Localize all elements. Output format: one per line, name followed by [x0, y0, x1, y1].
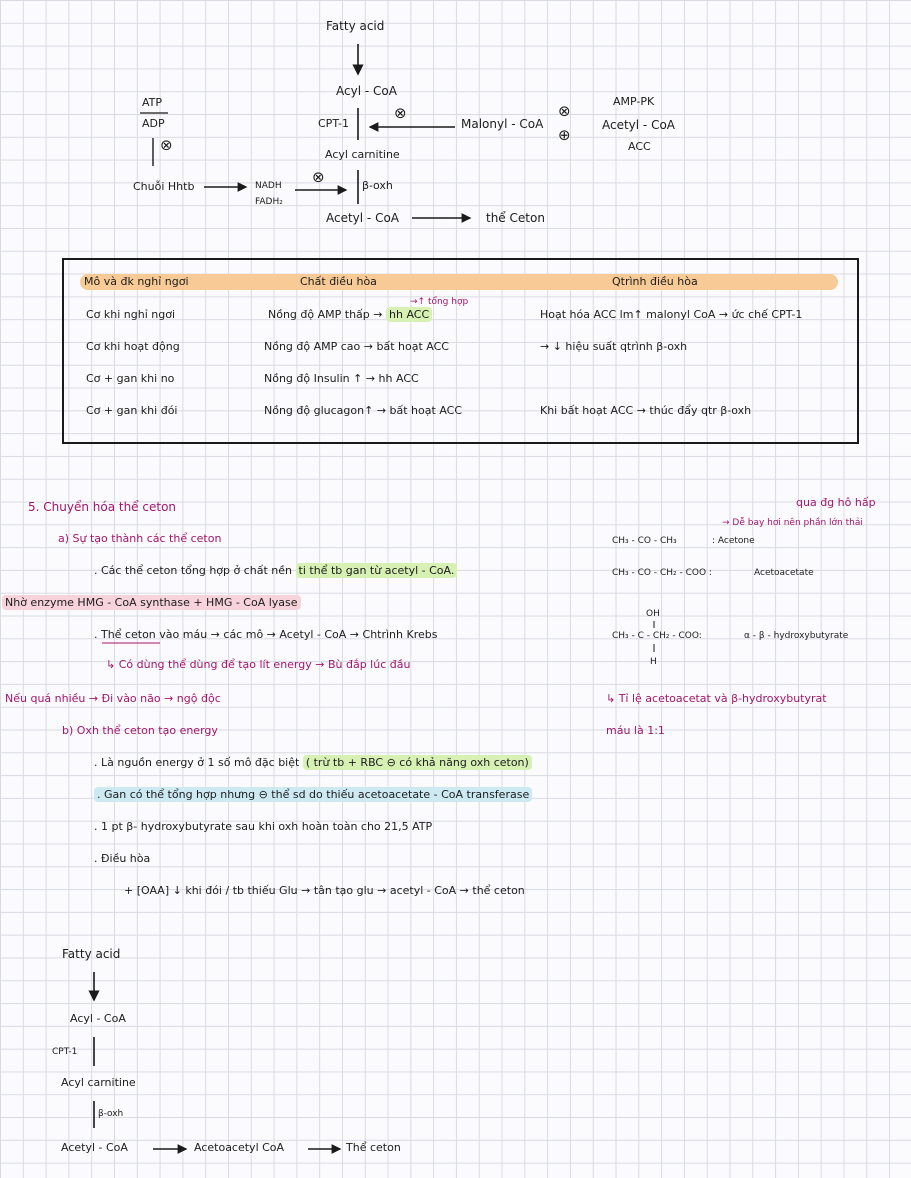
d2-beta-oxh: β-oxh: [98, 1109, 124, 1119]
d1-acetyl-coa: Acetyl - CoA: [326, 211, 400, 225]
table-row1-tissue: Cơ khi nghỉ ngơi: [86, 308, 176, 321]
d1-chuoi-hhtb: Chuỗi Hhtb: [133, 180, 195, 193]
d1-inhibit-icon-4: ⊗: [312, 168, 325, 186]
d2-acetyl-coa: Acetyl - CoA: [61, 1141, 128, 1154]
d1-inhibit-icon: ⊗: [394, 104, 407, 122]
section5-a-title: a) Sự tạo thành các thể ceton: [58, 532, 222, 545]
d1-acetyl-coa-acc: Acetyl - CoA: [602, 118, 676, 132]
section5-b-line3: . 1 pt β- hydroxybutyrate sau khi oxh hoàn toàn cho 21,5 ATP: [94, 820, 433, 833]
hb-h: H: [650, 657, 657, 667]
table-annotation: →↑ tổng hợp: [410, 297, 469, 307]
d1-adp: ADP: [142, 117, 165, 130]
d2-acyl-carnitine: Acyl carnitine: [61, 1076, 136, 1089]
d1-acyl-coa: Acyl - CoA: [336, 84, 397, 98]
section5-a-line1-text: . Các thể ceton tổng hợp ở chất nền: [94, 564, 293, 577]
ratio-line2: máu là 1:1: [606, 724, 665, 737]
table-row4-process: Khi bất hoạt ACC → thúc đẩy qtr β-oxh: [540, 404, 752, 417]
table-row4-regulator: Nồng độ glucagon↑ → bất hoạt ACC: [264, 404, 463, 417]
section5-b-line5: + [OAA] ↓ khi đói / tb thiếu Glu → tân tạo glu → acetyl - CoA → thể ceton: [124, 884, 525, 897]
table-row2-tissue: Cơ khi hoạt động: [86, 340, 180, 353]
table-row2-regulator: Nồng độ AMP cao → bất hoạt ACC: [264, 340, 449, 353]
d1-ampk: AMP-PK: [613, 95, 655, 108]
table-row3-regulator: Nồng độ Insulin ↑ → hh ACC: [264, 372, 419, 385]
section5-a-line1: [94, 564, 457, 578]
d1-cpt1: CPT-1: [318, 117, 349, 130]
d1-inhibit-icon-3: ⊗: [160, 136, 173, 154]
section5-a-line1-hl: ti thể tb gan từ acetyl - CoA.: [296, 563, 458, 578]
d2-acetoacetyl-coa: Acetoacetyl CoA: [194, 1141, 285, 1154]
ratio-line1: ↳ Tỉ lệ acetoacetat và β-hydroxybutyrat: [606, 692, 827, 705]
d1-nadh: NADH: [255, 181, 282, 191]
table-row3-tissue: Cơ + gan khi no: [86, 372, 175, 385]
section5-a-line3: ↳ Có dùng thể dùng để tạo lít energy → Bù đắp lúc đầu: [106, 658, 411, 671]
section5-b-line1: [94, 756, 532, 770]
d1-beta-oxh: β-oxh: [362, 179, 393, 192]
table-header-regulator: Chất điều hòa: [300, 275, 377, 288]
acetoacetate-label: Acetoacetate: [754, 568, 814, 578]
hbut-label: α - β - hydroxybutyrate: [744, 631, 849, 641]
d2-the-ceton: Thể ceton: [346, 1141, 401, 1154]
d2-acyl-coa: Acyl - CoA: [70, 1012, 126, 1025]
acetoacetate-formula: CH₃ - CO - CH₂ - COO :: [612, 568, 712, 578]
table-header-process: Qtrình điều hòa: [612, 275, 698, 288]
d2-fatty-acid: Fatty acid: [62, 947, 121, 961]
d1-inhibit-icon-2: ⊗: [558, 102, 571, 120]
d1-acc: ACC: [628, 140, 651, 153]
section5-enzyme-note-text: Nhờ enzyme HMG - CoA synthase + HMG - CoA lyase: [2, 595, 301, 610]
section5-b-line2: [94, 788, 532, 802]
section5-b-line1-text: . Là nguồn energy ở 1 số mô đặc biệt: [94, 756, 300, 769]
section5-title: 5. Chuyển hóa thể ceton: [28, 500, 177, 514]
d1-the-ceton: thể Ceton: [486, 211, 545, 225]
hb-oh: OH: [646, 609, 660, 619]
d1-acyl-carnitine: Acyl carnitine: [325, 148, 400, 161]
d1-fadh2: FADH₂: [255, 197, 283, 207]
acetone-formula: CH₃ - CO - CH₃: [612, 536, 677, 546]
acetone-label: : Acetone: [712, 536, 755, 546]
d1-fatty-acid: Fatty acid: [326, 19, 385, 33]
d2-cpt1: CPT-1: [52, 1047, 78, 1057]
table-row4-tissue: Cơ + gan khi đói: [86, 404, 178, 417]
section5-b-title: b) Oxh thể ceton tạo energy: [62, 724, 218, 737]
table-header-bar: [80, 274, 838, 290]
note-de-bay: → Dễ bay hơi nên phần lớn thải: [722, 518, 863, 528]
section5-enzyme-note: [2, 596, 301, 610]
table-header-tissue: Mô và đk nghỉ ngơi: [84, 275, 189, 288]
section5-excess-note: Nếu quá nhiều → Đi vào não → ngộ độc: [5, 692, 221, 705]
hbut-formula: CH₃ - C - CH₂ - COO:: [612, 631, 702, 641]
d1-atp: ATP: [142, 96, 163, 109]
note-qua-dg: qua đg hô hấp: [796, 496, 876, 509]
d1-malonyl-coa: Malonyl - CoA: [461, 117, 544, 131]
d1-activate-icon: ⊕: [558, 126, 571, 144]
section5-b-line1-hl: ( trừ tb + RBC ⊖ có khả năng oxh ceton): [303, 755, 532, 770]
section5-b-line2-text: . Gan có thể tổng hợp nhưng ⊖ thể sd do thiếu acetoacetate - CoA transferase: [94, 787, 532, 802]
section5-b-line4: . Điều hòa: [94, 852, 151, 865]
table-row1-process: Hoạt hóa ACC lm↑ malonyl CoA → ức chế CPT-1: [540, 308, 803, 321]
table-row2-process: → ↓ hiệu suất qtrình β-oxh: [540, 340, 688, 353]
regulation-table: [62, 258, 859, 444]
table-row1-regulator: [268, 308, 432, 322]
section5-a-line2: . Thể ceton vào máu → các mô → Acetyl - CoA → Chtrình Krebs: [94, 628, 438, 641]
table-row1-regulator-hl: hh ACC: [386, 307, 432, 322]
table-row1-regulator-text: Nồng độ AMP thấp →: [268, 308, 383, 321]
